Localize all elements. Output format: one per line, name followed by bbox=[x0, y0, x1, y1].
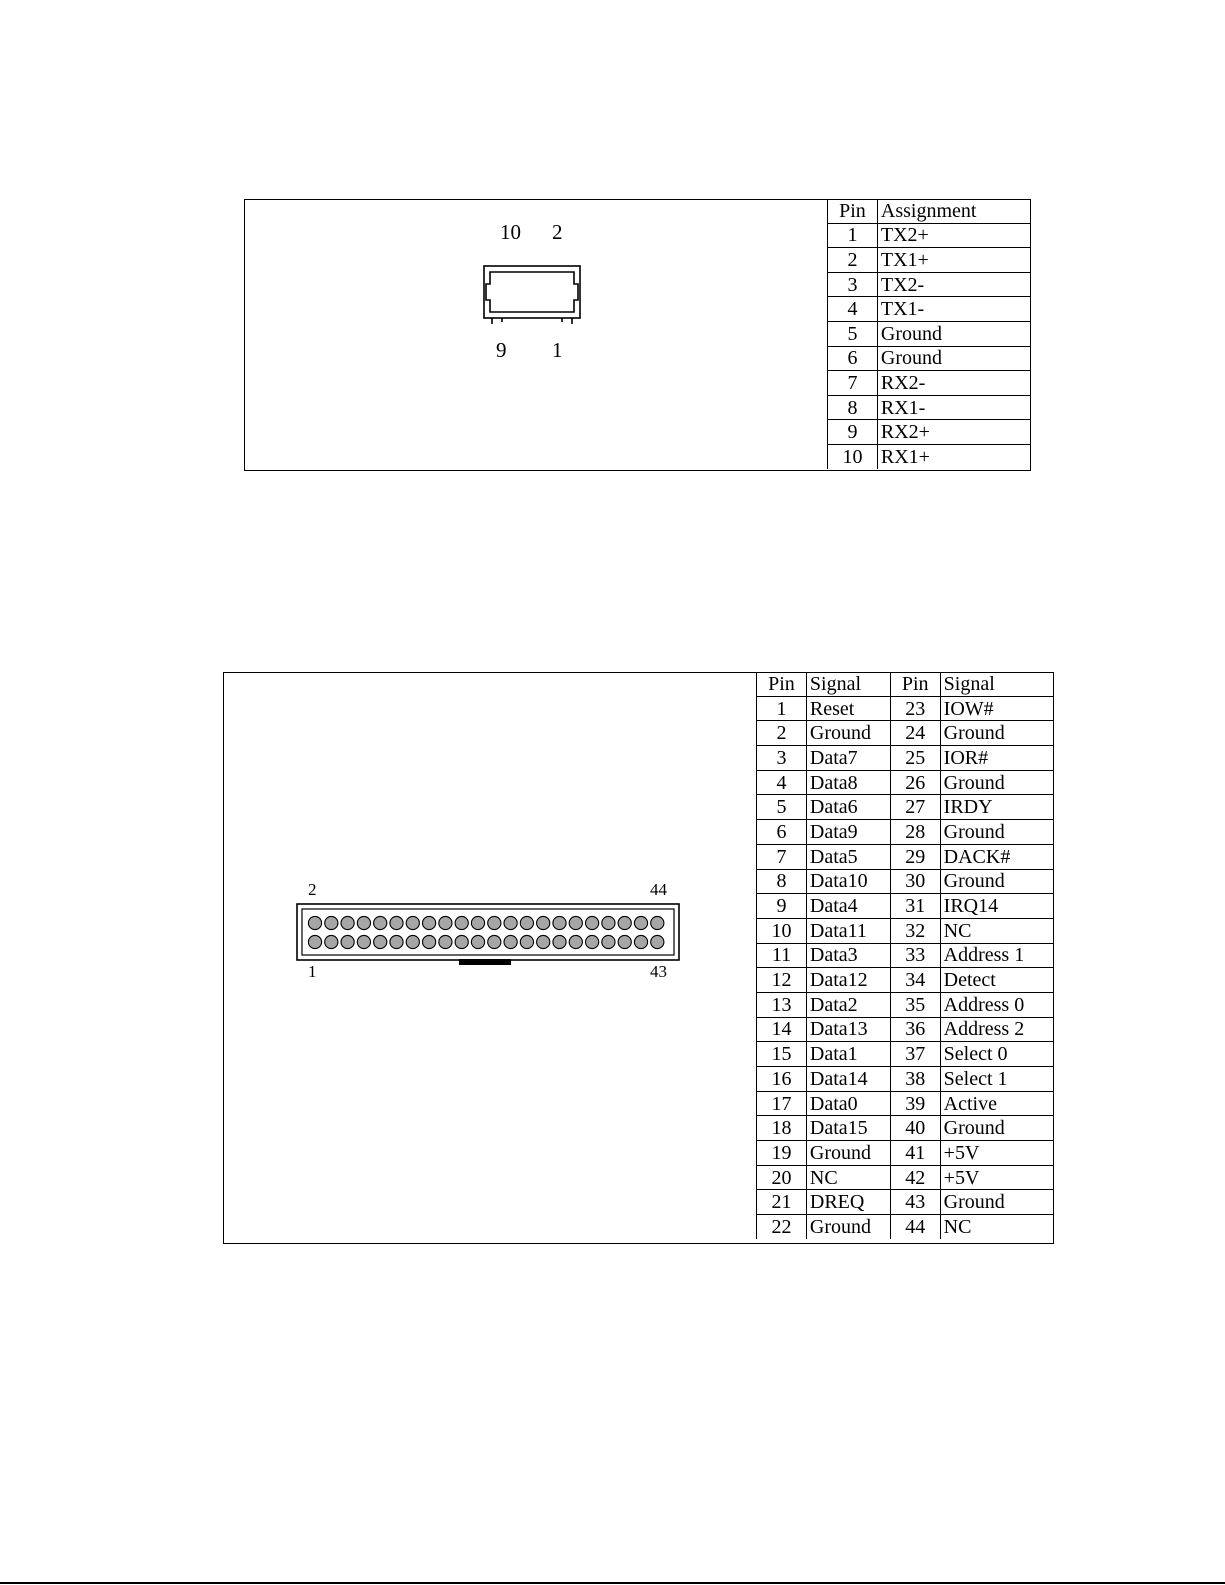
table-row bbox=[757, 1091, 1055, 1116]
header-pin bbox=[602, 916, 615, 929]
header-signal: Signal bbox=[806, 672, 890, 696]
table-row bbox=[757, 1067, 1055, 1092]
table-row bbox=[828, 420, 1032, 445]
header-pin bbox=[439, 916, 452, 929]
signal-cell: Data3 bbox=[806, 943, 890, 968]
header-pin bbox=[618, 916, 631, 929]
connector-shell bbox=[484, 266, 580, 318]
signal-cell: +5V bbox=[940, 1165, 1054, 1190]
table-row bbox=[757, 1116, 1055, 1141]
signal-cell: DACK# bbox=[940, 844, 1054, 869]
table-row bbox=[757, 1141, 1055, 1166]
pin-number-cell: 21 bbox=[757, 1190, 807, 1215]
signal-cell: IRQ14 bbox=[940, 894, 1054, 919]
table-row bbox=[828, 346, 1032, 371]
signal-cell: Data6 bbox=[806, 795, 890, 820]
header-pin bbox=[586, 916, 599, 929]
signal-cell: IOR# bbox=[940, 746, 1054, 771]
signal-cell: Ground bbox=[806, 1141, 890, 1166]
pin-label-44: 44 bbox=[650, 880, 667, 899]
pin-number-cell: 28 bbox=[890, 820, 940, 845]
signal-cell: Data1 bbox=[806, 1042, 890, 1067]
pin-number-cell: 2 bbox=[828, 248, 878, 273]
header-pin bbox=[341, 935, 354, 948]
page-bottom-rule bbox=[0, 1582, 1225, 1584]
header-pin bbox=[325, 935, 338, 948]
header-pin bbox=[651, 935, 664, 948]
table-row bbox=[757, 918, 1055, 943]
header-pin bbox=[390, 916, 403, 929]
pin-label-1: 1 bbox=[552, 338, 563, 362]
header-pin bbox=[537, 916, 550, 929]
pin-number-cell: 25 bbox=[890, 746, 940, 771]
table-row bbox=[757, 1190, 1055, 1215]
pin-number-cell: 44 bbox=[890, 1215, 940, 1239]
table-row bbox=[757, 844, 1055, 869]
pin-number-cell: 14 bbox=[757, 1017, 807, 1042]
header-pin bbox=[488, 916, 501, 929]
pin-number-cell: 2 bbox=[757, 721, 807, 746]
assignment-cell: RX2+ bbox=[877, 420, 1031, 445]
connector-insert bbox=[486, 272, 578, 312]
pin-number-cell: 16 bbox=[757, 1067, 807, 1092]
signal-cell: Ground bbox=[806, 1215, 890, 1239]
signal-cell: Ground bbox=[940, 721, 1054, 746]
table-row bbox=[828, 395, 1032, 420]
header-pin bbox=[634, 916, 647, 929]
pin-number-cell: 3 bbox=[828, 272, 878, 297]
header-pin bbox=[634, 935, 647, 948]
header-pin bbox=[471, 916, 484, 929]
header-pin bbox=[406, 935, 419, 948]
pin-number-cell: 11 bbox=[757, 943, 807, 968]
pin-number-cell: 6 bbox=[828, 346, 878, 371]
header-pin bbox=[455, 935, 468, 948]
table-row bbox=[757, 1017, 1055, 1042]
signal-cell: Address 1 bbox=[940, 943, 1054, 968]
header-pin bbox=[488, 935, 501, 948]
table-row bbox=[828, 371, 1032, 396]
pin-number-cell: 5 bbox=[828, 321, 878, 346]
pin-number-cell: 39 bbox=[890, 1091, 940, 1116]
signal-cell: Data11 bbox=[806, 918, 890, 943]
pin-number-cell: 8 bbox=[757, 869, 807, 894]
pin-number-cell: 29 bbox=[890, 844, 940, 869]
table-row bbox=[757, 1042, 1055, 1067]
table-header-row bbox=[757, 672, 1055, 696]
signal-cell: +5V bbox=[940, 1141, 1054, 1166]
header-pin bbox=[553, 916, 566, 929]
header-pin bbox=[439, 935, 452, 948]
header-pin bbox=[504, 916, 517, 929]
header-pin bbox=[308, 916, 321, 929]
pin-label-2: 2 bbox=[308, 880, 317, 899]
assignment-cell: TX2- bbox=[877, 272, 1031, 297]
header-pin: Pin bbox=[828, 199, 878, 223]
table-row bbox=[828, 444, 1032, 468]
signal-cell: Data8 bbox=[806, 770, 890, 795]
header-pin bbox=[341, 916, 354, 929]
pin-number-cell: 4 bbox=[757, 770, 807, 795]
pin-number-cell: 10 bbox=[828, 444, 878, 468]
pin-number-cell: 18 bbox=[757, 1116, 807, 1141]
assignment-cell: TX1+ bbox=[877, 248, 1031, 273]
header-pin bbox=[406, 916, 419, 929]
table-row bbox=[757, 770, 1055, 795]
signal-cell: Data2 bbox=[806, 992, 890, 1017]
table-row bbox=[757, 943, 1055, 968]
signal-cell: Data15 bbox=[806, 1116, 890, 1141]
pin-number-cell: 40 bbox=[890, 1116, 940, 1141]
signal-cell: Address 2 bbox=[940, 1017, 1054, 1042]
pin-number-cell: 10 bbox=[757, 918, 807, 943]
header-signal: Signal bbox=[940, 672, 1054, 696]
header-pin bbox=[308, 935, 321, 948]
header-pin bbox=[651, 916, 664, 929]
signal-cell: Data14 bbox=[806, 1067, 890, 1092]
table-row bbox=[828, 223, 1032, 248]
signal-cell: Active bbox=[940, 1091, 1054, 1116]
header-inner-frame bbox=[302, 909, 674, 955]
table-row bbox=[757, 992, 1055, 1017]
signal-cell: Detect bbox=[940, 968, 1054, 993]
table-row bbox=[757, 968, 1055, 993]
assignment-cell: Ground bbox=[877, 346, 1031, 371]
header-pin bbox=[537, 935, 550, 948]
pin-number-cell: 15 bbox=[757, 1042, 807, 1067]
signal-cell: Data5 bbox=[806, 844, 890, 869]
pin-number-cell: 9 bbox=[757, 894, 807, 919]
pin-label-43: 43 bbox=[650, 962, 667, 981]
signal-cell: Data12 bbox=[806, 968, 890, 993]
signal-cell: Data0 bbox=[806, 1091, 890, 1116]
pin-number-cell: 3 bbox=[757, 746, 807, 771]
pin-number-cell: 24 bbox=[890, 721, 940, 746]
pin-number-cell: 1 bbox=[828, 223, 878, 248]
connector-10pin-drawing bbox=[482, 264, 582, 328]
signal-cell: Address 0 bbox=[940, 992, 1054, 1017]
pin-number-cell: 20 bbox=[757, 1165, 807, 1190]
header-pin bbox=[423, 916, 436, 929]
assignment-cell: RX2- bbox=[877, 371, 1031, 396]
assignment-cell: RX1- bbox=[877, 395, 1031, 420]
signal-cell: IOW# bbox=[940, 696, 1054, 721]
assignment-cell: TX2+ bbox=[877, 223, 1031, 248]
header-pin bbox=[569, 935, 582, 948]
pin-number-cell: 26 bbox=[890, 770, 940, 795]
assignment-cell: RX1+ bbox=[877, 444, 1031, 468]
pin-signal-table bbox=[756, 672, 1054, 1239]
signal-cell: NC bbox=[806, 1165, 890, 1190]
signal-cell: Ground bbox=[806, 721, 890, 746]
pin-number-cell: 8 bbox=[828, 395, 878, 420]
header-assignment: Assignment bbox=[877, 199, 1031, 223]
pin-label-1: 1 bbox=[308, 962, 317, 981]
table-row bbox=[757, 746, 1055, 771]
assignment-cell: Ground bbox=[877, 321, 1031, 346]
pin-number-cell: 1 bbox=[757, 696, 807, 721]
table-header-row bbox=[828, 199, 1032, 223]
header-pin bbox=[357, 916, 370, 929]
table-row bbox=[757, 696, 1055, 721]
signal-cell: Data10 bbox=[806, 869, 890, 894]
pin-number-cell: 9 bbox=[828, 420, 878, 445]
header-pin bbox=[504, 935, 517, 948]
table-row bbox=[828, 297, 1032, 322]
signal-cell: Ground bbox=[940, 1190, 1054, 1215]
signal-cell: Data4 bbox=[806, 894, 890, 919]
pin-number-cell: 42 bbox=[890, 1165, 940, 1190]
pin-number-cell: 30 bbox=[890, 869, 940, 894]
pin-number-cell: 22 bbox=[757, 1215, 807, 1239]
pin-number-cell: 23 bbox=[890, 696, 940, 721]
table-row bbox=[828, 248, 1032, 273]
signal-cell: Ground bbox=[940, 770, 1054, 795]
header-pin bbox=[390, 935, 403, 948]
header-pin bbox=[423, 935, 436, 948]
pin-number-cell: 12 bbox=[757, 968, 807, 993]
pin-label-10: 10 bbox=[500, 220, 521, 244]
signal-cell: DREQ bbox=[806, 1190, 890, 1215]
signal-cell: IRDY bbox=[940, 795, 1054, 820]
pin-number-cell: 32 bbox=[890, 918, 940, 943]
polarization-key bbox=[459, 959, 511, 965]
header-pin bbox=[471, 935, 484, 948]
pin-number-cell: 36 bbox=[890, 1017, 940, 1042]
header-pin bbox=[520, 916, 533, 929]
pin-number-cell: 13 bbox=[757, 992, 807, 1017]
pin-number-cell: 33 bbox=[890, 943, 940, 968]
header-pin bbox=[569, 916, 582, 929]
signal-cell: Data9 bbox=[806, 820, 890, 845]
header-pin bbox=[325, 916, 338, 929]
header-pin bbox=[586, 935, 599, 948]
signal-cell: Reset bbox=[806, 696, 890, 721]
pin-number-cell: 37 bbox=[890, 1042, 940, 1067]
pin-number-cell: 17 bbox=[757, 1091, 807, 1116]
signal-cell: Ground bbox=[940, 869, 1054, 894]
pin-number-cell: 19 bbox=[757, 1141, 807, 1166]
signal-cell: Select 0 bbox=[940, 1042, 1054, 1067]
pin-number-cell: 35 bbox=[890, 992, 940, 1017]
connector-44pin-panel bbox=[223, 672, 1054, 1244]
table-row bbox=[757, 795, 1055, 820]
table-row bbox=[757, 894, 1055, 919]
table-row bbox=[757, 820, 1055, 845]
signal-cell: Ground bbox=[940, 1116, 1054, 1141]
table-row bbox=[757, 721, 1055, 746]
header-pin bbox=[553, 935, 566, 948]
signal-cell: NC bbox=[940, 1215, 1054, 1239]
pin-number-cell: 34 bbox=[890, 968, 940, 993]
table-row bbox=[757, 1165, 1055, 1190]
header-pin bbox=[455, 916, 468, 929]
header-pin bbox=[374, 916, 387, 929]
connector-10pin-panel bbox=[244, 199, 1031, 471]
pin-number-cell: 7 bbox=[828, 371, 878, 396]
pin-number-cell: 5 bbox=[757, 795, 807, 820]
signal-cell: Data7 bbox=[806, 746, 890, 771]
header-pin: Pin bbox=[890, 672, 940, 696]
pin-number-cell: 4 bbox=[828, 297, 878, 322]
header-pin bbox=[374, 935, 387, 948]
table-row bbox=[757, 869, 1055, 894]
connector-44pin-drawing bbox=[296, 903, 680, 965]
pin-number-cell: 43 bbox=[890, 1190, 940, 1215]
assignment-cell: TX1- bbox=[877, 297, 1031, 322]
pin-label-2: 2 bbox=[552, 220, 563, 244]
signal-cell: Select 1 bbox=[940, 1067, 1054, 1092]
pin-label-9: 9 bbox=[496, 338, 507, 362]
header-pin bbox=[357, 935, 370, 948]
header-pin bbox=[520, 935, 533, 948]
pin-number-cell: 38 bbox=[890, 1067, 940, 1092]
header-pin bbox=[602, 935, 615, 948]
table-row bbox=[828, 321, 1032, 346]
header-pin bbox=[618, 935, 631, 948]
pin-number-cell: 27 bbox=[890, 795, 940, 820]
signal-cell: NC bbox=[940, 918, 1054, 943]
signal-cell: Data13 bbox=[806, 1017, 890, 1042]
pin-number-cell: 31 bbox=[890, 894, 940, 919]
table-row bbox=[757, 1215, 1055, 1239]
pin-number-cell: 6 bbox=[757, 820, 807, 845]
pin-number-cell: 7 bbox=[757, 844, 807, 869]
header-pin: Pin bbox=[757, 672, 807, 696]
pin-assignment-table bbox=[827, 199, 1031, 469]
pin-number-cell: 41 bbox=[890, 1141, 940, 1166]
signal-cell: Ground bbox=[940, 820, 1054, 845]
table-row bbox=[828, 272, 1032, 297]
